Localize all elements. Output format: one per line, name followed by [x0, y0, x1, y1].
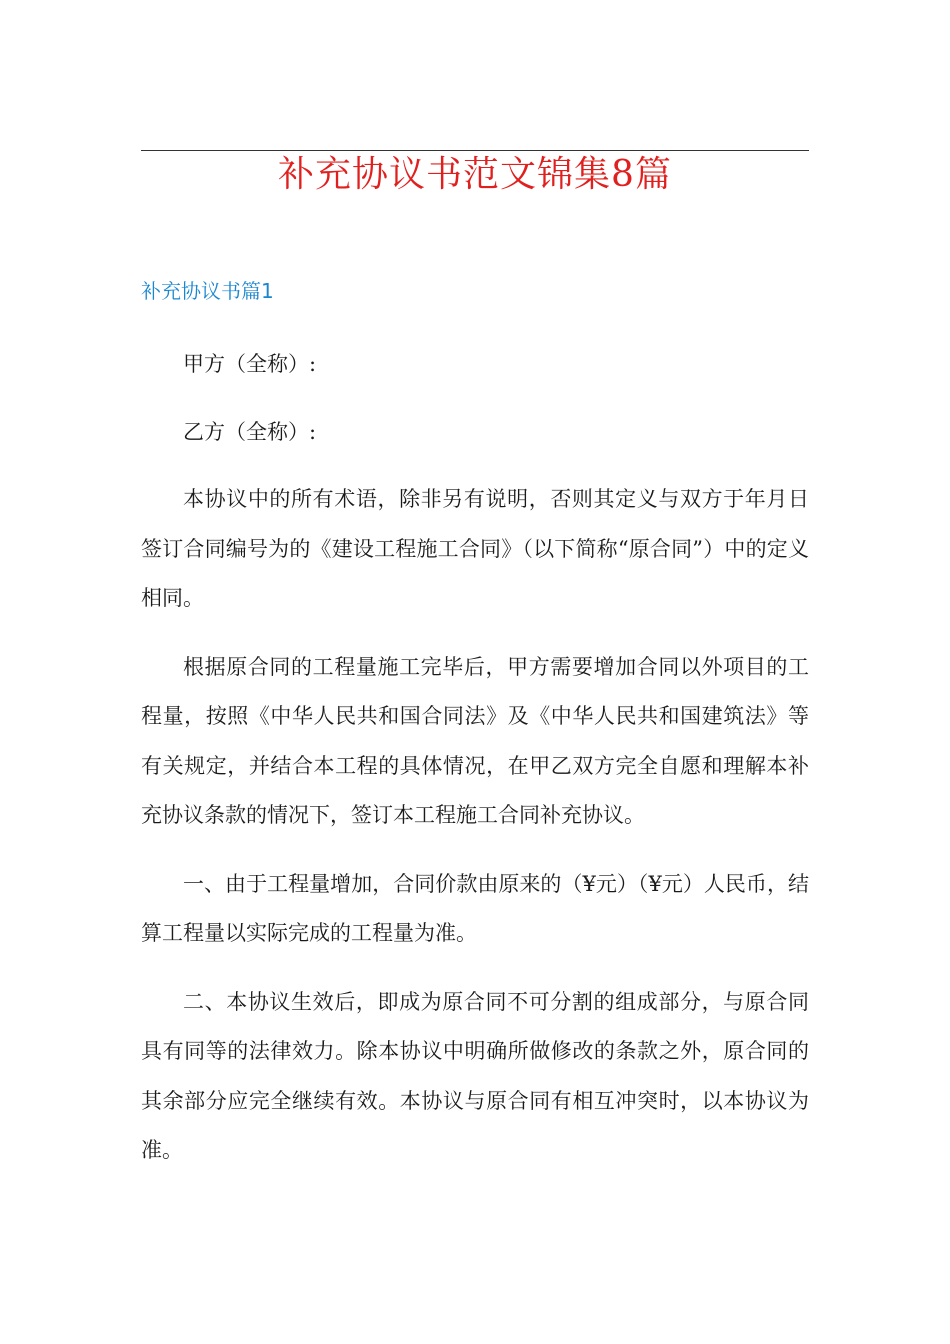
- party-a-line: 甲方（全称）:: [183, 352, 317, 376]
- basis-paragraph: 根据原合同的工程量施工完毕后，甲方需要增加合同以外项目的工程量，按照《中华人民共和国合同法》及《中华人民共和国建筑法》等有关规定，并结合本工程的具体情况，在甲乙双方完全自愿和理解本补充协议条款的情况下，签订本工程施工合同补充协议。: [141, 654, 809, 827]
- terms-definition-paragraph: 本协议中的所有术语，除非另有说明，否则其定义与双方于年月日签订合同编号为的《建设工程施工合同》（以下简称“原合同”）中的定义相同。: [141, 487, 809, 610]
- clause-2-paragraph: 二、本协议生效后，即成为原合同不可分割的组成部分，与原合同具有同等的法律效力。除本协议中明确所做修改的条款之外，原合同的其余部分应完全继续有效。本协议与原合同有相互冲突时，以本协议为准。: [141, 989, 809, 1162]
- document-title: 补充协议书范文锦集8篇: [278, 154, 672, 195]
- party-b-line: 乙方（全称）:: [183, 419, 317, 444]
- clause-1-paragraph: 一、由于工程量增加，合同价款由原来的（¥元）（¥元）人民币，结算工程量以实际完成的工程量为准。: [141, 871, 809, 945]
- document-body: [141, 340, 809, 1176]
- section-heading: 补充协议书篇1: [141, 279, 274, 303]
